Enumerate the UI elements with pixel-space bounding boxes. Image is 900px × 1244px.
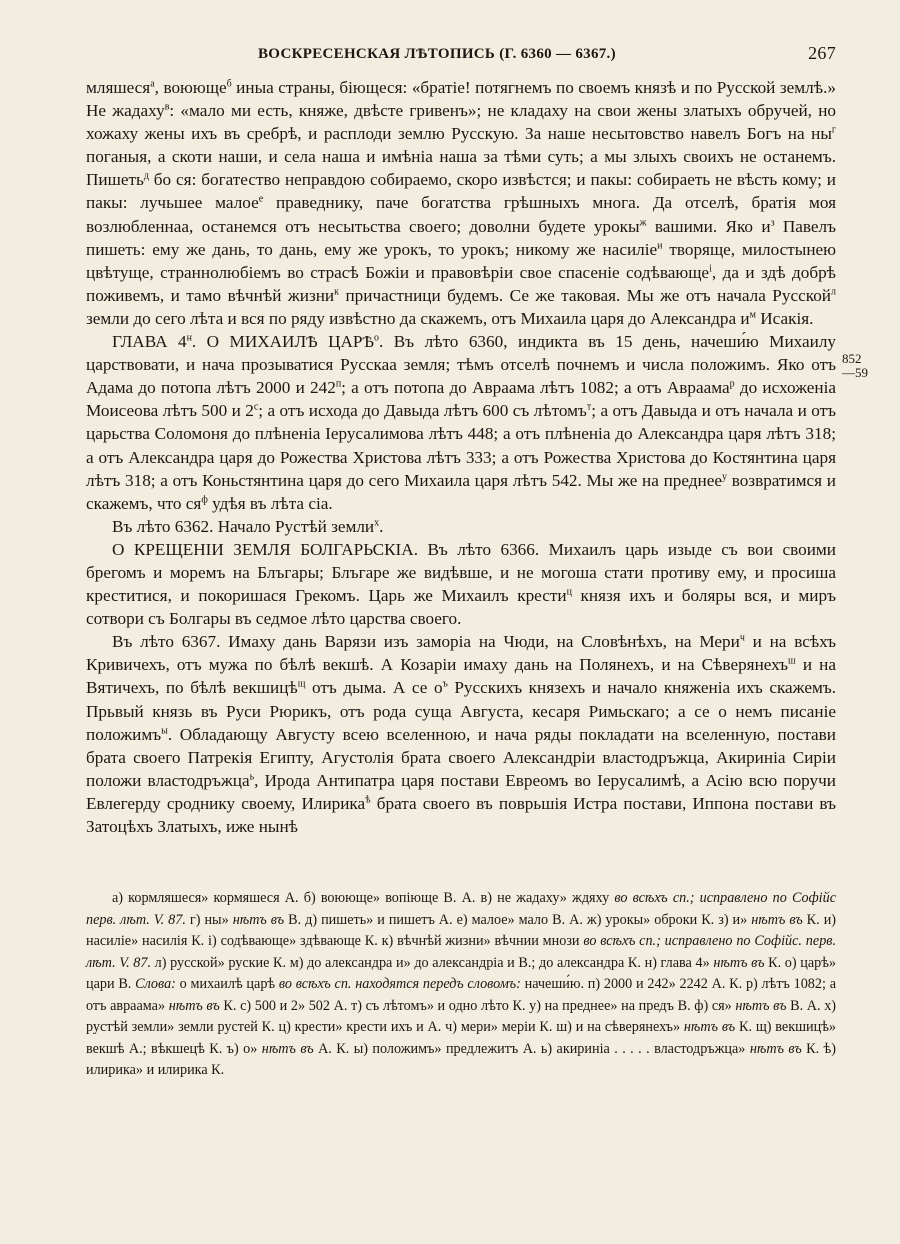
margin-year-note: 852 — [842, 351, 862, 366]
paragraph: мляшеся$^а$, воюющe$^б$ иныа страны, біющеся: «братіе! потягнемъ по своемъ князѣ и по Русской землѣ.» Не жадаху$^в$: «мало ми есть, княже, двѣсте гривенъ»; не кладаху на свои жены златыхъ обручей, но хожаху жены ихъ въ сребрѣ, и расплоди землю Русскую. За наше несытовство навелъ Богъ на $ны^г$ поганыя, а скоти наши, и села наша и имѣніа наша за тѣми суть; а мы злыхъ своихъ не останемъ. Пишеть$^д$ бо ся: богатество неправдою собираемо, скоро извѣстся; и пакы: собираеть не вѣсть кому; и пакы: лучьшее малое$^е$ праведнику, паче богатства грѣшныхъ многа. Да отселѣ, братія моя возлюбленнаа, останемся отъ несытьства своего; доволни будете урокы$^ж$ вашими. Яко $и^з$ Павелъ пишеть: ему же дань, то дань, ему же урокъ, то урокъ; никому же насиліе$^и$ творяще, милостынею цвѣтуще, страннолюбіемъ во страсѣ Божіи и правовѣріи свое спасеніе содѣвающе$^і$, да и здѣ добрѣ поживемъ, и тамо вѣчнѣй жизни$^к$ причастници будемъ. Се же таковая. Мы же отъ начала Русской$^л$ земли до сего лѣта и вся по ряду извѣстно да скажемъ, отъ Михаила царя до Александра $и^м$ Исакія. — [86, 78, 836, 328]
footnotes — [86, 888, 836, 1082]
main-text — [86, 76, 836, 838]
running-title: ВОСКРЕСЕНСКАЯ ЛѢТОПИСЬ (Г. 6360 — 6367.) — [258, 46, 616, 62]
footnote-text: а) кормляшеся» кормяшеся А. б) воююще» вопiюще В. А. в) не жадаху» ждяху во всѣхъ сп.; исправлено по Софійс перв. лѣт. V. 87. г) ны» нѣтъ въ В. д) пишеть» и пишетъ А. е) малое» мало В. А. ж) урокы» оброки К. з) и» нѣтъ въ К. и) насиліе» насилія К. і) содѣвающе» здѣвающе К. к) вѣчнѣй жизни» вѣчнии мнози во всѣхъ сп.; исправлено по Софійс. перв. лѣт. V. 87. л) русской» руские К. м) до александра и» до александріа и В.; до александра К. н) глава 4» нѣтъ въ К. о) царѣ» цари В. Слова: о михаилѣ царѣ во всѣхъ сп. находятся передъ словомъ: начеши́ю. п) 2000 и 242» 2242 А. К. р) лѣтъ 1082; а отъ авраама» нѣтъ въ К. с) 500 и 2» 502 А. т) съ лѣтомъ» и одно лѣто К. у) на преднее» на предъ В. ф) ся» нѣтъ въ В. А. х) рустѣй земли» земли рустей К. ц) крести» крести ихъ и А. ч) мери» мерiи К. ш) и на сѣверянехъ» нѣтъ въ К. щ) векшицѣ» векшѣ А.; вѣкшецѣ К. ъ) о» нѣтъ въ А. К. ы) положимъ» предлежитъ А. ь) акириніа . . . . . властодръжца» нѣтъ въ К. ѣ) илирика» и илирика К. — [86, 890, 837, 1078]
paragraph: О КРЕЩЕНІИ ЗЕМЛЯ БОЛГАРЬСКІА. Въ лѣто 6366. Михаилъ царь изыде съ вои своими брегомъ и моремъ на Блъгары; Блъгаре же видѣвше, и не могоша стати противу ему, и просиша креститися, и покоришася Грекомъ. Царь же Михаилъ крести$^ц$ князя ихъ и боляры вся, и миръ сотвори съ Болгары въ седмое лѣто царства своего. — [86, 539, 836, 629]
paragraph: ГЛАВА $4^н$. О МИХАИЛѢ $ЦАРѢ^о$. Въ лѣто 6360, индикта въ 15 день, начеши́ю Михаилу царствовати, и нача прозыватися Русскаа земля; тѣмъ отселѣ почнемъ и числа положимъ. Яко отъ Адама до потопа лѣтъ 2000 и $242^п$; а отъ потопа до Авраама лѣтъ 1082; а отъ Авраама$^р$ до исхоженіа Моисеова лѣтъ 500 и $2^с$; а отъ исхода до Давыда лѣтъ 600 съ лѣтомъ$^т$; а отъ Давыда и отъ начала и отъ царьства Соломоня до плѣненіа Іерусалимова лѣтъ 448; а отъ плѣненіа до Александра царя лѣтъ 318; а отъ Александра царя до Рожества Христова лѣтъ 333; а отъ Рожества Христова до Костянтина царя лѣтъ 318; а отъ Коньстянтина царя до сего Михаила царя лѣтъ 542. Мы же на преднее$^у$ возвратимся и скажемъ, что $ся^ф$ удѣя въ лѣта сіа. — [86, 332, 837, 513]
paragraph: Въ лѣто 6367. Имаху дань Варязи изъ заморіа на Чюди, на Словѣнѣхъ, на Мери$^ч$ и на всѣхъ Кривичехъ, отъ мужа по бѣлѣ векшѣ. А Козаріи имаху дань на Полянехъ, и на Сѣверянехъ$^ш$ и на Вятичехъ, по бѣлѣ векшицѣ$^щ$ отъ дыма. А се $о^ъ$ Русскихъ князехъ и начало княженіа ихъ скажемъ. Прьвый князь въ Руси Рюрикъ, отъ рода суща Августа, кесаря Римьскаго; а се о немъ писаніе положимъ$^ы$. Обладающу Августу всею вселенною, и нача ряды покладати на вселенную, постави брата своего Патрекія Египту, Агустолія брата своего Александріи властодръжца, Акириніа Сиріи положи властодръжца$^ь$, Ирода Антипатра царя постави Евреомъ во Іерусалимѣ, а Асію всю поручи Евлегерду сроднику своему, Илирика$^ѣ$ брата своего въ поврьшія Истра постави, Иппона постави въ Затоцѣхъ Златыхъ, иже нынѣ — [86, 632, 837, 836]
paragraph: Въ лѣто 6362. Начало Рустѣй земли$^х$. — [112, 516, 384, 536]
page-number: 267 — [808, 43, 836, 63]
margin-year-note: —59 — [842, 365, 868, 380]
